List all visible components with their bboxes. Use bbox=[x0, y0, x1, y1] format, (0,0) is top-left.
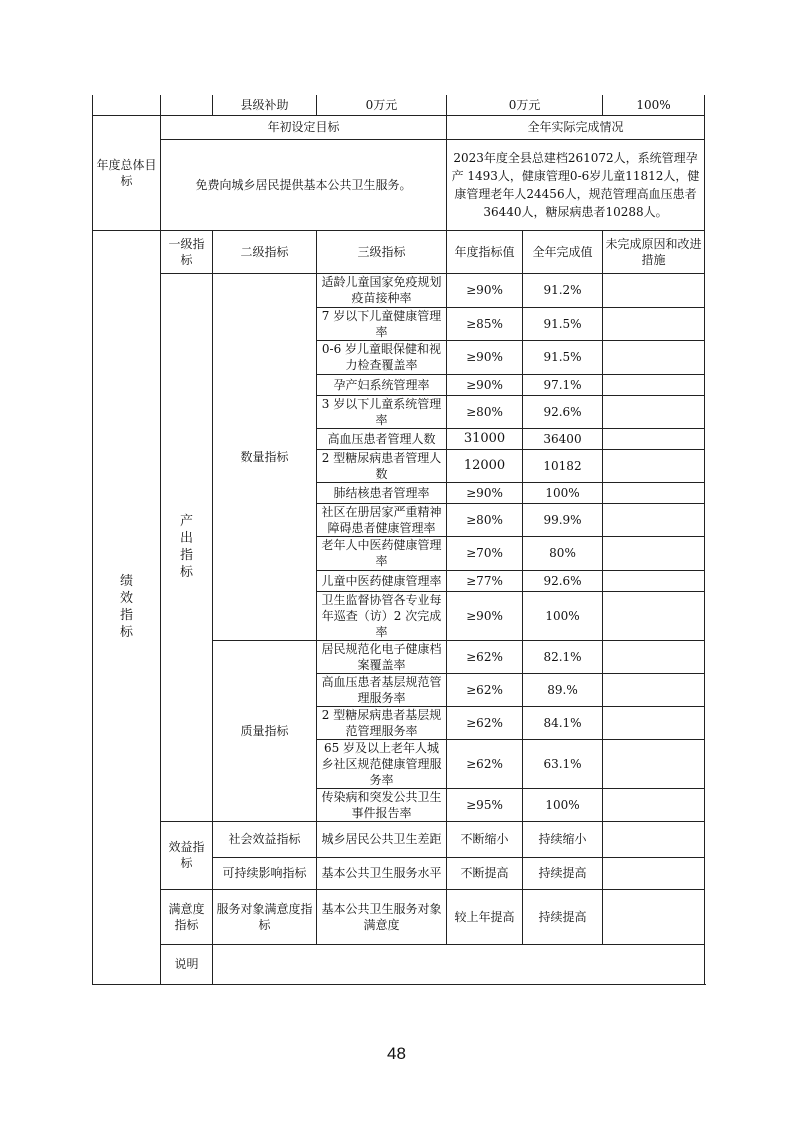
benefit-indicator-label: 效益指标 bbox=[161, 821, 213, 889]
indicator-reason bbox=[603, 307, 705, 340]
indicator-actual: 92.6% bbox=[523, 395, 603, 428]
indicator-name: 2 型糖尿病患者基层规范管理服务率 bbox=[317, 706, 447, 739]
indicator-reason bbox=[603, 821, 705, 857]
indicator-reason bbox=[603, 889, 705, 944]
header-target: 年度指标值 bbox=[447, 230, 523, 273]
indicator-target: ≥80% bbox=[447, 395, 523, 428]
indicator-actual: 91.2% bbox=[523, 273, 603, 307]
note-content bbox=[213, 944, 705, 984]
indicator-target: ≥80% bbox=[447, 503, 523, 536]
page-number: 48 bbox=[387, 1044, 406, 1063]
budget-rate: 100% bbox=[603, 95, 705, 115]
goal-set-text: 免费向城乡居民提供基本公共卫生服务。 bbox=[161, 139, 447, 230]
indicator-target: ≥90% bbox=[447, 374, 523, 395]
indicator-actual: 97.1% bbox=[523, 374, 603, 395]
table-row bbox=[93, 889, 705, 944]
indicator-name: 65 岁及以上老年人城乡社区规范健康管理服务率 bbox=[317, 739, 447, 788]
header-level3: 三级指标 bbox=[317, 230, 447, 273]
perf-indicator-label: 绩效指标 bbox=[93, 230, 161, 984]
quality-indicator-label: 质量指标 bbox=[213, 640, 317, 821]
indicator-target: 31000 bbox=[447, 428, 523, 449]
indicator-target: ≥62% bbox=[447, 640, 523, 673]
indicator-actual: 持续提高 bbox=[523, 889, 603, 944]
indicator-target: ≥62% bbox=[447, 673, 523, 706]
indicator-actual: 80% bbox=[523, 536, 603, 570]
indicator-reason bbox=[603, 536, 705, 570]
indicator-actual: 63.1% bbox=[523, 739, 603, 788]
indicator-reason bbox=[603, 340, 705, 374]
indicator-name: 社区在册居家严重精神障碍患者健康管理率 bbox=[317, 503, 447, 536]
indicator-name: 适龄儿童国家免疫规划疫苗接种率 bbox=[317, 273, 447, 307]
indicator-actual: 89.% bbox=[523, 673, 603, 706]
goal-set-header: 年初设定目标 bbox=[161, 115, 447, 139]
satisfaction-level2: 服务对象满意度指标 bbox=[213, 889, 317, 944]
indicator-name: 卫生监督协管各专业每年巡查（访）2 次完成率 bbox=[317, 591, 447, 640]
indicator-actual: 91.5% bbox=[523, 307, 603, 340]
indicator-reason bbox=[603, 570, 705, 591]
indicator-reason bbox=[603, 428, 705, 449]
indicator-actual: 92.6% bbox=[523, 570, 603, 591]
indicator-name: 7 岁以下儿童健康管理率 bbox=[317, 307, 447, 340]
indicator-actual: 100% bbox=[523, 591, 603, 640]
indicator-actual: 100% bbox=[523, 482, 603, 503]
indicator-target: ≥85% bbox=[447, 307, 523, 340]
quantity-indicator-label: 数量指标 bbox=[213, 273, 317, 640]
indicator-actual: 91.5% bbox=[523, 340, 603, 374]
indicator-reason bbox=[603, 449, 705, 482]
note-label: 说明 bbox=[161, 944, 213, 984]
indicator-actual: 10182 bbox=[523, 449, 603, 482]
indicator-name: 居民规范化电子健康档案覆盖率 bbox=[317, 640, 447, 673]
indicator-actual: 36400 bbox=[523, 428, 603, 449]
indicator-name: 高血压患者管理人数 bbox=[317, 428, 447, 449]
indicator-name: 基本公共卫生服务对象满意度 bbox=[317, 889, 447, 944]
indicator-target: 12000 bbox=[447, 449, 523, 482]
indicator-reason bbox=[603, 706, 705, 739]
budget-actual: 0万元 bbox=[447, 95, 603, 115]
note-row bbox=[93, 944, 705, 984]
indicator-name: 肺结核患者管理率 bbox=[317, 482, 447, 503]
indicator-target: ≥62% bbox=[447, 706, 523, 739]
indicator-target: ≥70% bbox=[447, 536, 523, 570]
indicator-target: 较上年提高 bbox=[447, 889, 523, 944]
header-reason: 未完成原因和改进措施 bbox=[603, 230, 705, 273]
budget-initial: 0万元 bbox=[317, 95, 447, 115]
benefit-level2: 可持续影响指标 bbox=[213, 857, 317, 889]
indicator-reason bbox=[603, 482, 705, 503]
goal-header-row bbox=[93, 115, 705, 139]
indicator-reason bbox=[603, 374, 705, 395]
indicator-reason bbox=[603, 591, 705, 640]
indicator-reason bbox=[603, 503, 705, 536]
indicator-reason bbox=[603, 739, 705, 788]
indicator-name: 孕产妇系统管理率 bbox=[317, 374, 447, 395]
indicator-name: 3 岁以下儿童系统管理率 bbox=[317, 395, 447, 428]
indicator-actual: 82.1% bbox=[523, 640, 603, 673]
header-actual: 全年完成值 bbox=[523, 230, 603, 273]
indicator-target: ≥90% bbox=[447, 482, 523, 503]
indicator-reason bbox=[603, 673, 705, 706]
header-level2: 二级指标 bbox=[213, 230, 317, 273]
indicator-name: 0-6 岁儿童眼保健和视力检查覆盖率 bbox=[317, 340, 447, 374]
indicator-name: 传染病和突发公共卫生事件报告率 bbox=[317, 788, 447, 821]
output-indicator-label: 产出指标 bbox=[161, 273, 213, 821]
indicator-reason bbox=[603, 273, 705, 307]
indicator-name: 高血压患者基层规范管理服务率 bbox=[317, 673, 447, 706]
indicator-reason bbox=[603, 640, 705, 673]
table-row bbox=[93, 273, 705, 307]
indicator-target: ≥62% bbox=[447, 739, 523, 788]
indicator-actual: 99.9% bbox=[523, 503, 603, 536]
satisfaction-indicator-label: 满意度指标 bbox=[161, 889, 213, 944]
benefit-level2: 社会效益指标 bbox=[213, 821, 317, 857]
indicator-actual: 84.1% bbox=[523, 706, 603, 739]
table-row bbox=[93, 821, 705, 857]
budget-label: 县级补助 bbox=[213, 95, 317, 115]
indicator-target: ≥90% bbox=[447, 340, 523, 374]
indicator-name: 2 型糖尿病患者管理人数 bbox=[317, 449, 447, 482]
indicator-actual: 持续缩小 bbox=[523, 821, 603, 857]
indicator-name: 老年人中医药健康管理率 bbox=[317, 536, 447, 570]
indicator-header-row bbox=[93, 230, 705, 273]
indicator-target: 不断提高 bbox=[447, 857, 523, 889]
annual-goal-label: 年度总体目标 bbox=[93, 115, 161, 230]
budget-row bbox=[93, 95, 705, 115]
indicator-target: ≥90% bbox=[447, 273, 523, 307]
indicator-target: ≥90% bbox=[447, 591, 523, 640]
performance-table bbox=[92, 95, 705, 985]
indicator-target: ≥95% bbox=[447, 788, 523, 821]
indicator-target: ≥77% bbox=[447, 570, 523, 591]
indicator-reason bbox=[603, 857, 705, 889]
indicator-reason bbox=[603, 788, 705, 821]
indicator-actual: 100% bbox=[523, 788, 603, 821]
indicator-name: 城乡居民公共卫生差距 bbox=[317, 821, 447, 857]
goal-done-header: 全年实际完成情况 bbox=[447, 115, 705, 139]
indicator-name: 基本公共卫生服务水平 bbox=[317, 857, 447, 889]
indicator-reason bbox=[603, 395, 705, 428]
indicator-name: 儿童中医药健康管理率 bbox=[317, 570, 447, 591]
goal-content-row bbox=[93, 139, 705, 230]
goal-done-text: 2023年度全县总建档261072人，系统管理孕产 1493人，健康管理0-6岁儿童11812人，健康管理老年人24456人，规范管理高血压患者36440人，糖尿病患者10288人。 bbox=[447, 139, 705, 230]
header-level1: 一级指标 bbox=[161, 230, 213, 273]
indicator-target: 不断缩小 bbox=[447, 821, 523, 857]
indicator-actual: 持续提高 bbox=[523, 857, 603, 889]
